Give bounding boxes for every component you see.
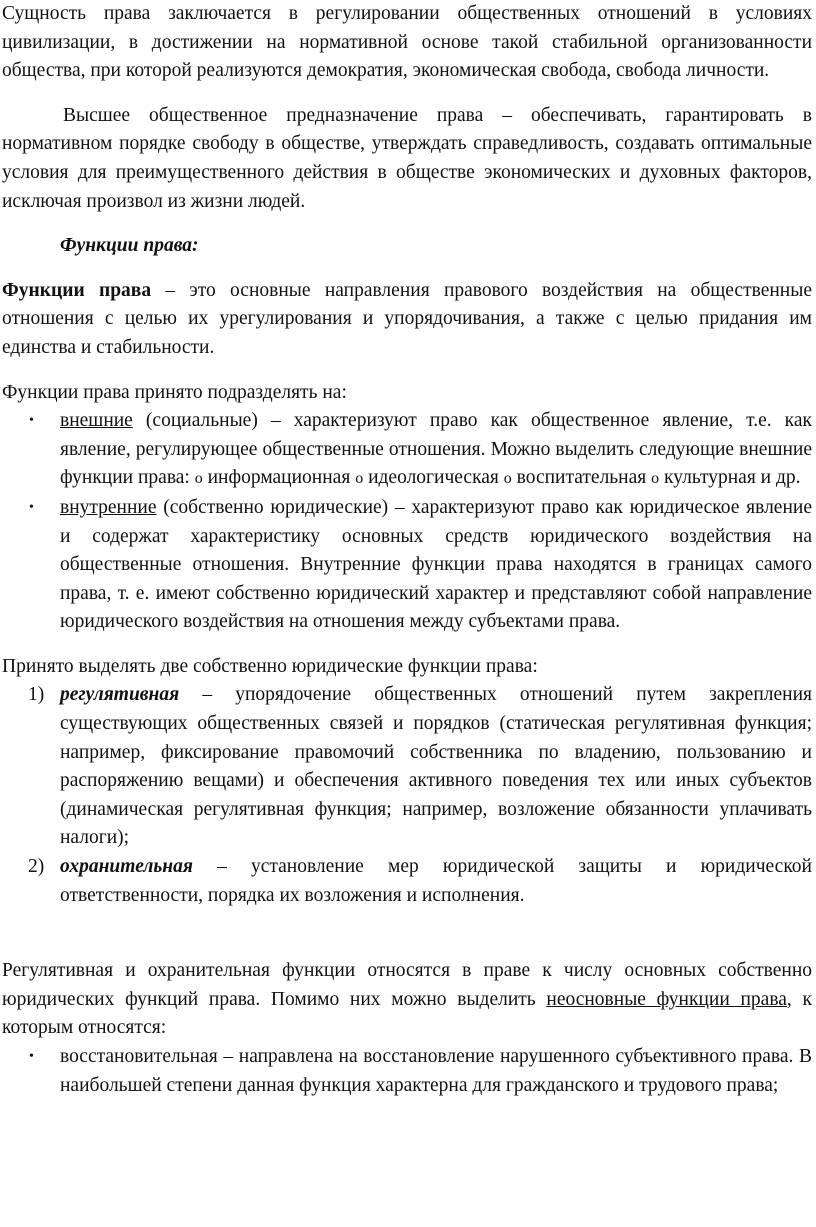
bullet-icon: • xyxy=(29,413,34,429)
restorative-text: восстановительная – направлена на восстановление нарушенного субъективного права. В наибольшей степени данная функция характерна для гражданского и трудового права; xyxy=(60,1046,812,1096)
list-number: 2) xyxy=(28,856,45,878)
external-term: внешние xyxy=(60,410,133,432)
paragraph-closing xyxy=(2,957,812,1043)
paragraph-legal-intro: Принято выделять две собственно юридические функции права: xyxy=(2,655,538,677)
external-text: (социальные) – характеризуют право как общественное явление, т.е. как явление, регулирующее общественные отношения. Можно выделить следующие внешние функции права: xyxy=(60,410,812,489)
protective-text: – установление мер юридической защиты и юридической ответственности, порядка их возложения и исполнения. xyxy=(60,856,812,906)
external-item: воспитательная xyxy=(516,467,647,489)
circle-bullet-icon: o xyxy=(503,470,512,488)
list-item-restorative xyxy=(2,1043,812,1100)
section-heading: Функции права: xyxy=(60,235,199,257)
external-item: культурная и др. xyxy=(664,467,801,489)
bullet-icon: • xyxy=(29,1049,34,1064)
non-basic-functions-list xyxy=(2,1043,812,1100)
legal-functions-list xyxy=(2,681,812,910)
regulative-term: регулятивная xyxy=(60,684,180,706)
list-item-internal xyxy=(2,494,812,637)
non-basic-functions-link: неосновные функции права xyxy=(546,988,787,1010)
internal-term: внутренние xyxy=(60,496,157,518)
circle-bullet-icon: o xyxy=(194,470,203,488)
circle-bullet-icon: o xyxy=(355,470,364,488)
paragraph-subdivide: Функции права принято подразделять на: xyxy=(2,381,347,403)
internal-text: (собственно юридические) – характеризуют право как юридическое явление и содержат характеристику основных средств юридического воздействия на общественные отношения. Внутренние функции права находятся в границах самого права, т. е. имеют собственно юридический характер и представляют собой направление юридического воздействия на отношения между субъектами права. xyxy=(60,496,812,633)
list-item-regulative xyxy=(2,681,812,853)
bullet-icon: • xyxy=(29,499,34,515)
list-number: 1) xyxy=(28,684,45,706)
circle-bullet-icon: o xyxy=(651,470,660,488)
paragraph-definition xyxy=(2,277,812,363)
list-item-external xyxy=(2,407,812,494)
definition-text: – это основные направления правового воздействия на общественные отношения с целью их урегулирования и упорядочивания, а также с целью придания им единства и стабильности. xyxy=(2,279,812,358)
regulative-text: – упорядочение общественных отношений путем закрепления существующих общественных связей и порядков (статическая регулятивная функция; например, фиксирование правомочий собственника по владению, пользованию и распоряжению вещами) и обеспечения активного поведения тех или иных субъектов (динамическая регулятивная функция; например, возложение обязанности уплачивать налоги); xyxy=(60,684,812,849)
list-item-protective xyxy=(2,853,812,910)
paragraph-purpose: Высшее общественное предназначение права – обеспечивать, гарантировать в нормативном порядке свободу в обществе, утверждать справедливость, создавать оптимальные условия для преимущественного действия в обществе экономических и духовных факторов, исключая произвол из жизни людей. xyxy=(2,104,812,212)
function-types-list xyxy=(2,407,812,637)
closing-after: , к которым относятся: xyxy=(2,988,812,1039)
definition-term: Функции права xyxy=(2,279,152,301)
external-item: идеологическая xyxy=(368,467,499,489)
closing-before: Регулятивная и охранительная функции относятся в праве к числу основных собственно юридических функций права. Помимо них можно выделить xyxy=(2,960,812,1010)
paragraph-essence: Сущность права заключается в регулировании общественных отношений в условиях цивилизации, в достижении на нормативной основе такой стабильной организованности общества, при которой реализуются демократия, экономическая свобода, свобода личности. xyxy=(2,3,812,82)
document-page xyxy=(2,0,812,1100)
external-item: информационная xyxy=(207,467,351,489)
protective-term: охранительная xyxy=(60,856,193,878)
